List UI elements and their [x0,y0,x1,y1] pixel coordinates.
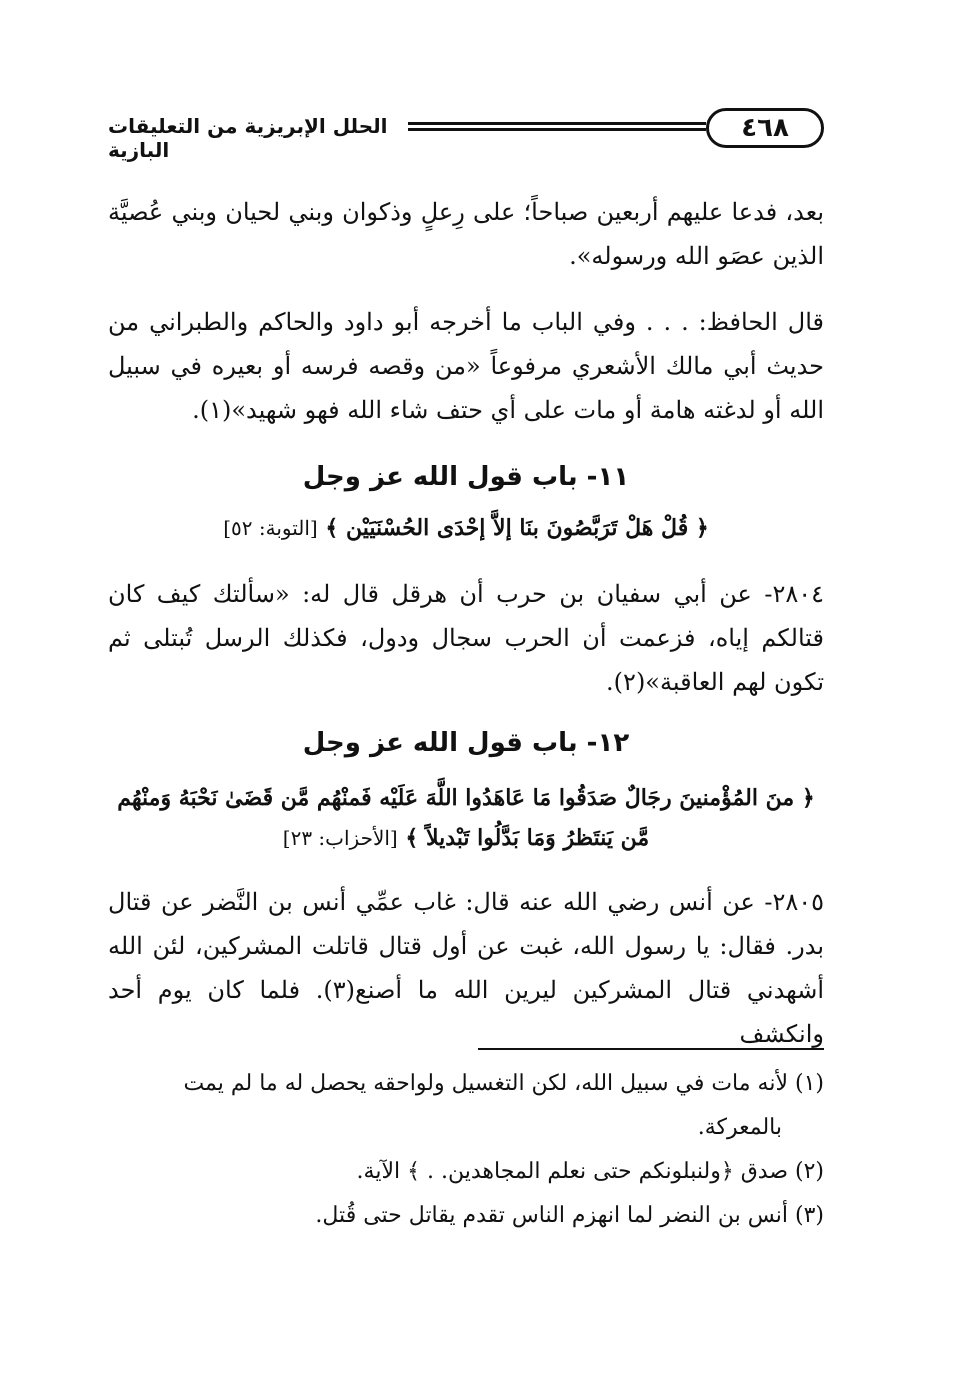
chapter-12-verse [108,778,824,858]
paragraph [108,190,824,278]
verse-reference: [التوبة: ٥٢] [223,516,318,540]
paragraph-text: ٢٨٠٤- عن أبي سفيان بن حرب أن هرقل قال له: «سألتك كيف كان قتالكم إياه، فزعمت أن الحرب سجال ودول، فكذلك الرسل تُبتلى ثم تكون لهم العاقبة»(٢). [108,580,824,696]
footnote-3: (٣) أنس بن النضر لما انهزم الناس تقدم يقاتل حتى قُتل. [315,1203,824,1228]
paragraph-text: ٢٨٠٥- عن أنس رضي الله عنه قال: غاب عمِّي أنس بن النَّضر عن قتال بدر. فقال: يا رسول الله، غبت عن أول قتال قاتلت المشركين، لئن الله أشهدني قتال المشركين ليرين الله ما أصنع(٣). فلما كان يوم أحد وانكشف [108,888,825,1048]
page-number: ٤٦٨ [706,108,824,148]
paragraph-text: بعد، فدعا عليهم أربعين صباحاً؛ على رِعلٍ وذكوان وبني لحيان وبني عُصيَّة الذين عصَو الله ورسوله». [108,198,824,270]
verse-text: ﴿ قُلْ هَلْ تَرَبَّصُونَ بنَا إلاَّ إحْدَى الحُسْنَيَيْن ﴾ [325,515,709,541]
footnote-1: (١) لأنه مات في سبيل الله، لكن التغسيل ولواحقه يحصل له ما لم يمت [183,1071,824,1096]
hadith-2804 [108,572,824,704]
footnote-rule [478,1048,824,1050]
page-header [108,102,824,162]
paragraph [108,300,824,432]
footnotes [108,1062,824,1238]
footnote-1-continued: بالمعركة. [697,1115,782,1140]
chapter-11-title: ١١- باب قول الله عز وجل [302,462,630,492]
verse-reference: [الأحزاب: ٢٣] [282,826,398,850]
header-rule [408,122,706,131]
hadith-2805 [108,880,824,1056]
footnote-2: (٢) صدق ﴿ولنبلونكم حتى نعلم المجاهدين. . ﴾ الآية. [356,1159,824,1184]
chapter-11-verse [108,508,824,548]
verse-text: ﴿ منَ المُؤْمنينَ رجَالٌ صَدَقُوا مَا عَاهَدُوا اللَّهَ عَلَيْه فَمنْهُم مَّن قَضَىٰ نَحْبَهُ وَمنْهُم مَّن يَنتَظرُ وَمَا بَدَّلُوا تَبْديلاً ﴾ [117,785,815,851]
paragraph-text: قال الحافظ: . . . وفي الباب ما أخرجه أبو داود والحاكم والطبراني من حديث أبي مالك الأشعري مرفوعاً «من وقصه فرسه أو بعيره في سبيل الله أو لدغته هامة أو مات على أي حتف شاء الله فهو شهيد»(١). [108,308,824,424]
chapter-12-title: ١٢- باب قول الله عز وجل [302,728,630,758]
book-title: الحلل الإبريزية من التعليقات البازية [108,114,388,162]
